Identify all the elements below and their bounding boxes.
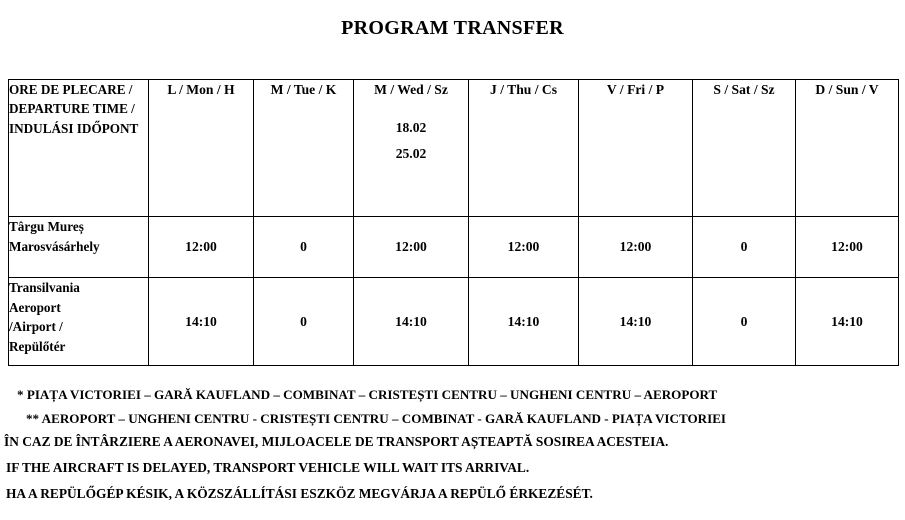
table-row xyxy=(9,278,899,366)
cell-airport-wed: 14:10 xyxy=(354,278,469,366)
column-header-thursday xyxy=(469,80,579,217)
column-header-monday xyxy=(149,80,254,217)
cell-airport-tue: 0 xyxy=(254,278,354,366)
schedule-table-container xyxy=(8,79,898,366)
date-list xyxy=(354,115,468,165)
page-title: PROGRAM TRANSFER xyxy=(341,17,564,39)
schedule-table xyxy=(8,79,899,366)
row-label-line: Aeroport xyxy=(9,299,61,315)
date-entry: 18.02 xyxy=(395,120,427,136)
day-label: M / Wed / Sz xyxy=(374,82,448,97)
header-line: TIME / xyxy=(92,101,135,117)
note-delay-romanian: ÎN CAZ DE ÎNTÂRZIERE A AERONAVEI, MIJLOACELE DE TRANSPORT AȘTEAPTĂ SOSIREA ACESTEIA. xyxy=(4,434,669,450)
header-line: IDŐPONT xyxy=(76,120,139,136)
date-entry: 25.02 xyxy=(395,145,427,161)
cell-targu-mures-wed: 12:00 xyxy=(354,217,469,278)
column-header-sunday xyxy=(796,80,899,217)
cell-targu-mures-thu: 12:00 xyxy=(469,217,579,278)
cell-airport-sun: 14:10 xyxy=(796,278,899,366)
row-label-line: /Airport / xyxy=(9,319,63,335)
header-line: INDULÁSI xyxy=(9,120,74,136)
cell-airport-sat: 0 xyxy=(693,278,796,366)
column-header-tuesday xyxy=(254,80,354,217)
row-label-line: Repülőtér xyxy=(9,338,66,354)
day-label: V / Fri / P xyxy=(606,82,665,97)
column-header-wednesday xyxy=(354,80,469,217)
day-label: L / Mon / H xyxy=(167,82,235,97)
cell-targu-mures-mon: 12:00 xyxy=(149,217,254,278)
cell-targu-mures-sun: 12:00 xyxy=(796,217,899,278)
table-row xyxy=(9,217,899,278)
note-route-inbound: ** AEROPORT – UNGHENI CENTRU - CRISTEȘTI CENTRU – COMBINAT - GARĂ KAUFLAND - PIAȚA VICTORIEI xyxy=(26,411,727,427)
cell-airport-mon: 14:10 xyxy=(149,278,254,366)
header-line: DEPARTURE xyxy=(9,101,90,117)
column-header-departure-time xyxy=(9,80,149,217)
table-header-row xyxy=(9,80,899,217)
note-delay-english: IF THE AIRCRAFT IS DELAYED, TRANSPORT VEHICLE WILL WAIT ITS ARRIVAL. xyxy=(6,459,530,475)
cell-targu-mures-tue: 0 xyxy=(254,217,354,278)
note-delay-hungarian: HA A REPÜLŐGÉP KÉSIK, A KÖZSZÁLLÍTÁSI ESZKÖZ MEGVÁRJA A REPÜLŐ ÉRKEZÉSÉT. xyxy=(6,486,593,501)
cell-targu-mures-sat: 0 xyxy=(693,217,796,278)
row-label-line: Transilvania xyxy=(9,280,80,295)
footnotes xyxy=(0,388,905,500)
row-header-targu-mures xyxy=(9,217,149,278)
day-label: S / Sat / Sz xyxy=(713,82,775,97)
cell-targu-mures-fri: 12:00 xyxy=(579,217,693,278)
row-label-line: Târgu Mureș xyxy=(9,219,84,234)
day-label: M / Tue / K xyxy=(270,82,337,97)
day-label: D / Sun / V xyxy=(815,82,879,97)
header-line: ORE DE xyxy=(9,82,60,97)
note-route-outbound: * PIAȚA VICTORIEI – GARĂ KAUFLAND – COMBINAT – CRISTEȘTI CENTRU – UNGHENI CENTRU – AEROPORT xyxy=(17,387,718,402)
cell-airport-thu: 14:10 xyxy=(469,278,579,366)
column-header-saturday xyxy=(693,80,796,217)
row-header-transilvania-airport xyxy=(9,278,149,366)
row-label-line: Marosvásárhely xyxy=(9,238,100,254)
day-label: J / Thu / Cs xyxy=(490,82,557,97)
header-line: PLECARE / xyxy=(62,82,133,97)
cell-airport-fri: 14:10 xyxy=(579,278,693,366)
column-header-friday xyxy=(579,80,693,217)
